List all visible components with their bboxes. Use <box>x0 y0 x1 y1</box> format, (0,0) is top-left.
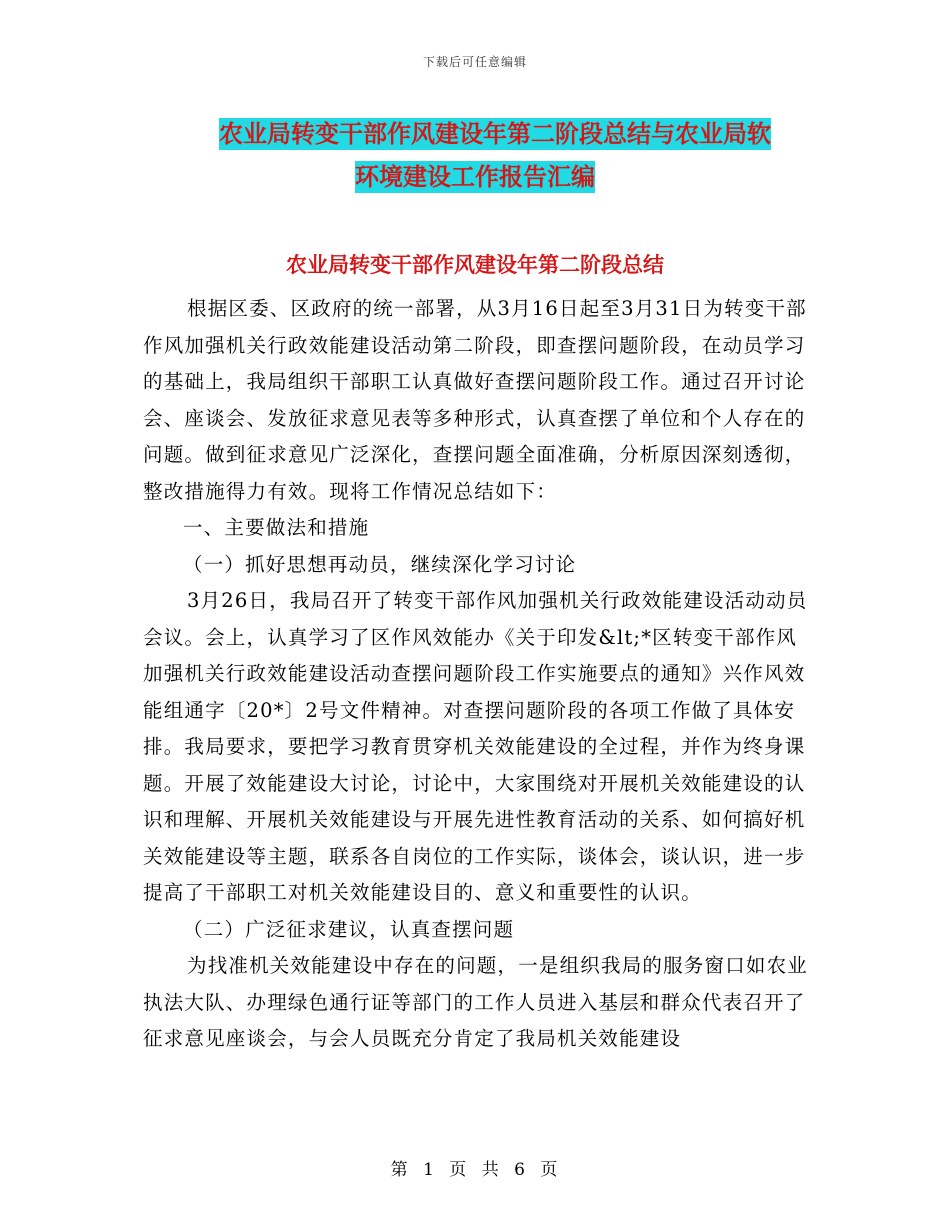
heading-main-measures: 一、主要做法和措施 <box>183 516 370 539</box>
document-title-line-2 <box>140 157 810 192</box>
document-title-text-2: 环境建设工作报告汇编 <box>355 163 595 191</box>
document-title-text-1: 农业局转变干部作风建设年第二阶段总结与农业局软 <box>219 120 771 148</box>
paragraph-mobilization: 3月26日，我局召开了转变干部作风加强机关行政效能建设活动动员会议。会上，认真学习了区作风效能办《关于印发&lt;*区转变干部作风加强机关行政效能建设活动查摆问题阶段工作实施要点的通知》兴作风效能组通字〔20*〕2号文件精神。对查摆问题阶段的各项工作做了具体安排。我局要求，要把学习教育贯穿机关效能建设的全过程，并作为终身课题。开展了效能建设大讨论，讨论中，大家围绕对开展机关效能建设的认识和理解、开展机关效能建设与开展先进性教育活动的关系、如何搞好机关效能建设等主题，联系各自岗位的工作实际，谈体会，谈认识，进一步提高了干部职工对机关效能建设目的、意义和重要性的认识。 <box>143 589 808 904</box>
subheading-mobilization: （一）抓好思想再动员，继续深化学习讨论 <box>183 552 577 576</box>
paragraph-solicit-advice: 为找准机关效能建设中存在的问题，一是组织我局的服务窗口如农业执法大队、办理绿色通行证等部门的工作人员进入基层和群众代表召开了征求意见座谈会，与会人员既充分肯定了我局机关效能建设 <box>143 954 809 1050</box>
subheading-solicit-advice: （二）广泛征求建议，认真查摆问题 <box>183 917 515 941</box>
header-note: 下载后可任意编辑 <box>422 55 527 69</box>
document-body <box>143 291 811 1058</box>
document-title-line-1 <box>170 114 820 149</box>
page-footer: 第 1 页 共 6 页 <box>390 1160 560 1180</box>
paragraph-intro: 根据区委、区政府的统一部署，从3月16日起至3月31日为转变干部作风加强机关行政效能建设活动第二阶段，即查摆问题阶段，在动员学习的基础上，我局组织干部职工认真做好查摆问题阶段工作。通过召开讨论会、座谈会、发放征求意见表等多种形式，认真查摆了单位和个人存在的问题。做到征求意见广泛深化，查摆问题全面准确，分析原因深刻透彻，整改措施得力有效。现将工作情况总结如下： <box>143 297 807 503</box>
section-title: 农业局转变干部作风建设年第二阶段总结 <box>286 253 664 277</box>
